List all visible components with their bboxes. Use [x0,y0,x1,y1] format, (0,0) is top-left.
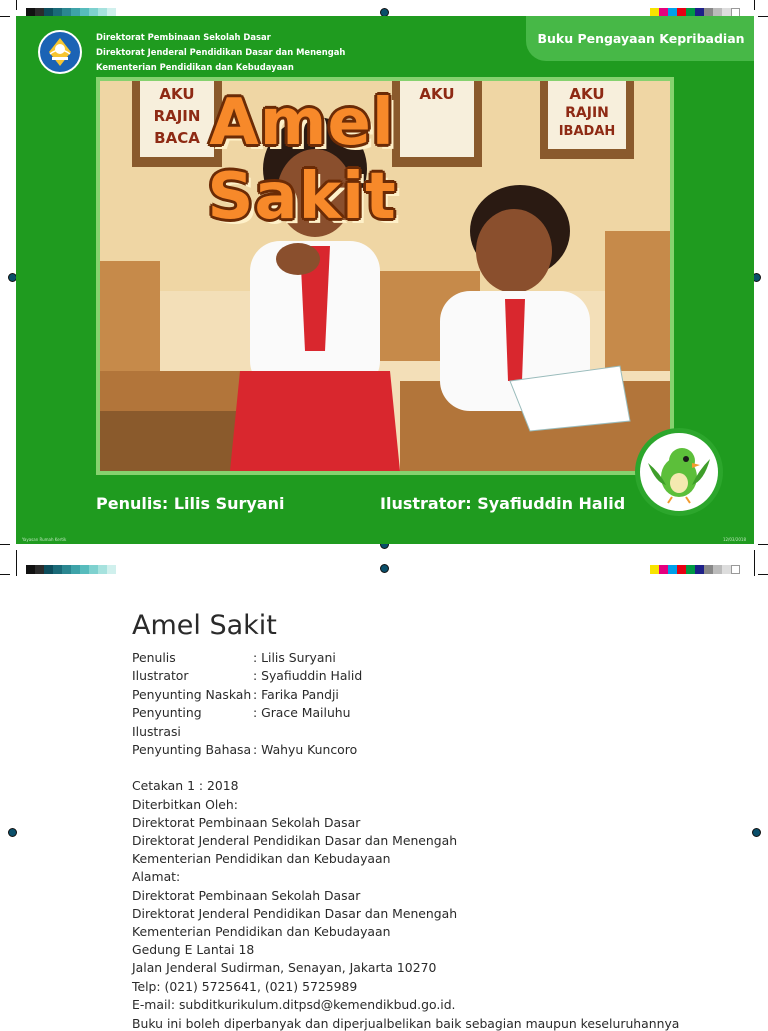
info-line: Direktorat Pembinaan Sekolah Dasar [132,814,361,830]
crop-mark [758,544,768,545]
colophon [132,610,692,1014]
poster-text: RAJIN [565,105,609,121]
crop-mark [0,574,10,575]
info-line: Cetakan 1 : 2018 [132,778,239,794]
cover-footer-left: Yayasan Rumah Kertik [22,537,67,542]
poster-text: AKU [159,85,195,103]
credit-row [132,741,692,759]
crop-mark [0,544,10,545]
credit-role: Penyunting Naskah [132,686,252,702]
publication-info [132,777,692,1014]
registration-mark [8,828,17,837]
book-cover [16,16,754,544]
author-credit: Penulis: Lilis Suryani [96,494,285,513]
cover-footer-right: 12/03/2018 [722,537,746,542]
poster-text: RAJIN [153,107,201,125]
credit-role: Penulis [132,650,176,665]
credit-name: : Wahyu Kuncoro [253,742,358,758]
credit-role: Penyunting Ilustrasi [132,705,202,739]
credit-row [132,704,692,741]
info-line: Direktorat Pembinaan Sekolah Dasar [132,887,361,903]
info-line: Telp: (021) 5725641, (021) 5725989 [132,978,358,994]
cut-off-line: Buku ini boleh diperbanyak dan diperjualbelikan baik sebagian maupun keseluruhannya [132,1016,680,1031]
publisher-agency-lines [96,30,345,75]
info-line: Kementerian Pendidikan dan Kebudayaan [132,851,391,867]
poster-text: AKU [569,85,605,103]
poster-text: AKU [419,85,455,103]
credit-name: : Syafiuddin Halid [253,668,363,684]
crop-mark [758,16,768,17]
credit-role: Penyunting Bahasa [132,742,252,758]
registration-mark [380,564,389,573]
tut-wuri-handayani-logo [38,30,82,74]
color-bar-mid-left [26,565,116,574]
credit-list [132,649,692,759]
registration-mark [752,828,761,837]
crop-mark [16,0,17,10]
credit-row [132,649,692,667]
illustrator-credit: Ilustrator: Syafiuddin Halid [380,494,626,513]
colophon-title: Amel Sakit [132,610,277,641]
info-line: Alamat: [132,869,181,885]
credit-name: : Farika Pandji [253,686,339,702]
info-line: Jalan Jenderal Sudirman, Senayan, Jakarta 10270 [132,960,437,976]
agency-line: Direktorat Jenderal Pendidikan Dasar dan Menengah [96,47,346,57]
poster-text: IBADAH [558,124,616,139]
crop-mark [754,0,755,10]
credit-role: Ilustrator [132,668,189,684]
info-line: Kementerian Pendidikan dan Kebudayaan [132,924,391,940]
crop-mark [0,16,10,17]
info-line: Direktorat Jenderal Pendidikan Dasar dan Menengah [132,833,458,849]
series-badge: Buku Pengayaan Kepribadian [526,16,754,61]
crop-mark [16,550,17,576]
color-bar-mid-right [650,565,740,574]
crop-mark [758,574,768,575]
credit-row [132,686,692,704]
credit-name: : Grace Mailuhu [253,705,351,721]
poster-text: BACA [154,129,200,147]
credit-row [132,667,692,685]
green-bird-icon [635,428,723,516]
agency-line: Direktorat Pembinaan Sekolah Dasar [96,32,271,42]
poster-aku-rajin-ibadah [540,81,634,159]
info-line: E-mail: subditkurikulum.ditpsd@kemendikbud.go.id. [132,996,456,1012]
crop-mark [754,550,755,576]
info-line: Direktorat Jenderal Pendidikan Dasar dan Menengah [132,905,458,921]
info-line: Gedung E Lantai 18 [132,942,255,958]
agency-line: Kementerian Pendidikan dan Kebudayaan [96,62,294,72]
credit-name: : Lilis Suryani [253,650,336,665]
info-line: Diterbitkan Oleh: [132,796,238,812]
cover-title: Amel Sakit [207,86,397,234]
